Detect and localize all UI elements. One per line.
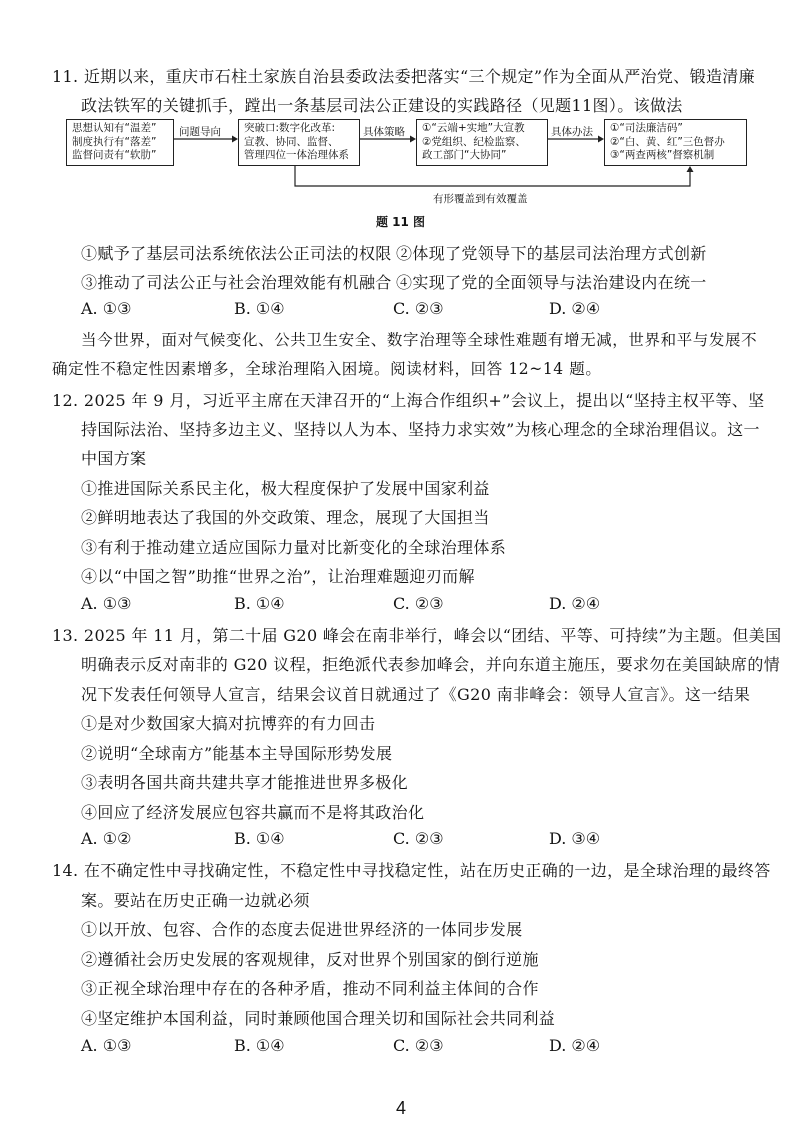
q11-line-2: 政法铁军的关键抓手，蹚出一条基层司法公正建设的实践路径（见题11图）。该做法 — [81, 96, 683, 115]
q14-option-d[interactable]: D. ②④ — [549, 1036, 601, 1055]
q13-line-3: 况下发表任何领导人宣言，结果会议首日就通过了《G20 南非峰会：领导人宣言》。这一结果 — [81, 685, 751, 704]
flowchart-connectors — [0, 0, 800, 230]
q14-item-3: ③正视全球治理中存在的各种矛盾，推动不同利益主体间的合作 — [81, 979, 539, 998]
flow-box-strategy — [416, 119, 548, 166]
q13-item-4: ④回应了经济发展应包容共赢而不是将其政治化 — [81, 803, 425, 822]
q13-line-2: 明确表示反对南非的 G20 议程，拒绝派代表参加峰会，并向东道主施压，要求勿在美国缺席的情 — [81, 655, 781, 674]
q12-item-4: ④以“中国之智”助推“世界之治”，让治理难题迎刃而解 — [81, 567, 475, 586]
page-number: 4 — [396, 1098, 407, 1118]
q14-option-c[interactable]: C. ②③ — [393, 1036, 444, 1055]
flow-box-text: 制度执行有“落差” — [72, 135, 157, 148]
flow-box-problems — [66, 119, 174, 166]
q11-item-3: ③推动了司法公正与社会治理效能有机融合 — [81, 273, 392, 292]
q11-option-b[interactable]: B. ①④ — [234, 299, 285, 318]
q14-option-a[interactable]: A. ①③ — [81, 1036, 132, 1055]
q12-option-d[interactable]: D. ②④ — [549, 594, 601, 613]
flow-box-text: 宣教、协同、监督、 — [244, 135, 339, 148]
q14-line-1: 14. 在不确定性中寻找确定性，不稳定性中寻找稳定性，站在历史正确的一边，是全球治理的最终答 — [52, 861, 771, 880]
q12-line-1: 12. 2025 年 9 月，习近平主席在天津召开的“上海合作组织+”会议上，提出以“坚持主权平等、坚 — [52, 391, 765, 410]
flow-box-text: 管理四位一体治理体系 — [244, 149, 349, 161]
feedback-connector — [295, 166, 690, 186]
q11-item-4: ④实现了党的全面领导与法治建设内在统一 — [396, 273, 707, 292]
flow-box-text: 政工部门“大协同” — [422, 149, 507, 161]
flow-label-coverage: 有形覆盖到有效覆盖 — [433, 193, 528, 205]
figure-caption: 题 11 图 — [376, 215, 426, 229]
q14-line-2: 案。要站在历史正确一边就必须 — [81, 891, 310, 910]
flow-box-breakthrough — [238, 119, 360, 166]
q12-item-1: ①推进国际关系民主化，极大程度保护了发展中国家利益 — [81, 479, 490, 498]
q11-item-2: ②体现了党领导下的基层司法治理方式创新 — [396, 244, 707, 263]
q13-option-d[interactable]: D. ③④ — [549, 829, 601, 848]
q13-item-1: ①是对少数国家大搞对抗博弈的有力回击 — [81, 714, 376, 733]
intro-line-1: 当今世界，面对气候变化、公共卫生安全、数字治理等全球性难题有增无减，世界和平与发展不 — [81, 331, 758, 349]
flow-box-text: 思想认知有“温差” — [72, 122, 157, 134]
q14-item-4: ④坚定维护本国利益，同时兼顾他国合理关切和国际社会共同利益 — [81, 1009, 556, 1028]
q14-option-b[interactable]: B. ①④ — [234, 1036, 285, 1055]
q11-option-a[interactable]: A. ①③ — [81, 299, 132, 318]
flow-box-text: ①“云端+实地”大宣教 — [422, 122, 525, 134]
q11-option-d[interactable]: D. ②④ — [549, 299, 601, 318]
flow-label-methods: 具体办法 — [551, 126, 593, 138]
arrow-head — [687, 166, 694, 172]
flow-box-text: 突破口:数字化改革: — [244, 122, 336, 134]
q11-line-1: 11. 近期以来，重庆市石柱土家族自治县委政法委把落实“三个规定”作为全面从严治党、锻造清廉 — [52, 67, 755, 86]
q12-option-b[interactable]: B. ①④ — [234, 594, 285, 613]
q13-option-c[interactable]: C. ②③ — [393, 829, 444, 848]
flow-box-text: ②党组织、纪检监察、 — [422, 135, 526, 148]
q13-option-a[interactable]: A. ①② — [81, 829, 132, 848]
q12-option-c[interactable]: C. ②③ — [393, 594, 444, 613]
q12-item-3: ③有利于推动建立适应国际力量对比新变化的全球治理体系 — [81, 538, 507, 557]
q12-option-a[interactable]: A. ①③ — [81, 594, 132, 613]
q13-option-b[interactable]: B. ①④ — [234, 829, 285, 848]
q12-line-3: 中国方案 — [81, 449, 147, 468]
q13-item-2: ②说明“全球南方”能基本主导国际形势发展 — [81, 744, 393, 763]
q12-item-2: ②鲜明地表达了我国的外交政策、理念，展现了大国担当 — [81, 508, 490, 527]
flow-box-text: 监督问责有“软肋” — [72, 149, 157, 161]
flow-box-text: ③“两查两核”督察机制 — [610, 149, 715, 161]
q11-option-c[interactable]: C. ②③ — [393, 299, 444, 318]
intro-line-2: 确定性不稳定性因素增多，全球治理陷入困境。阅读材料，回答 12~14 题。 — [52, 360, 602, 378]
flow-box-text: ②“白、黄、红”三色督办 — [610, 135, 725, 148]
flow-box-methods — [604, 119, 747, 166]
q11-item-1: ①赋予了基层司法系统依法公正司法的权限 — [81, 244, 392, 263]
q12-line-2: 持国际法治、坚持多边主义、坚持以人为本、坚持力求实效”为核心理念的全球治理倡议。这一 — [81, 420, 760, 439]
q13-line-1: 13. 2025 年 11 月，第二十届 G20 峰会在南非举行，峰会以“团结、平等、可持续”为主题。但美国 — [52, 626, 782, 645]
flow-label-strategy: 具体策略 — [363, 126, 405, 138]
q13-item-3: ③表明各国共商共建共享才能推进世界多极化 — [81, 773, 409, 792]
q14-item-2: ②遵循社会历史发展的客观规律，反对世界个别国家的倒行逆施 — [81, 950, 539, 969]
q14-item-1: ①以开放、包容、合作的态度去促进世界经济的一体同步发展 — [81, 920, 523, 939]
flow-box-text: ①“司法廉洁码” — [610, 122, 683, 134]
flow-label-problem-oriented: 问题导向 — [179, 126, 221, 138]
